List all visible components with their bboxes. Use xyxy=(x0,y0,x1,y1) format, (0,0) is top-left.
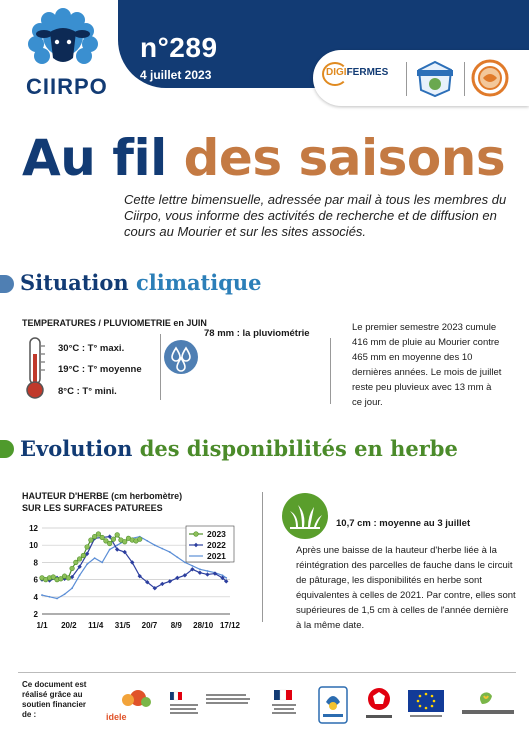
centre-val-de-loire-logo-icon xyxy=(318,686,348,724)
data-point-2021 xyxy=(94,557,96,559)
y-tick-label: 4 xyxy=(33,592,38,602)
temp-heading: TEMPERATURES / PLUVIOMETRIE en JUIN xyxy=(22,318,207,328)
data-point-2021 xyxy=(225,577,227,579)
chart-title-line1: HAUTEUR D'HERBE (cm herbomètre) xyxy=(22,491,183,501)
data-point-2023 xyxy=(111,537,116,542)
data-point-2023 xyxy=(77,557,82,562)
legend-label-2023: 2023 xyxy=(207,529,226,539)
chart-title-line2: SUR LES SURFACES PATUREES xyxy=(22,503,163,513)
grass-paragraph: Après une baisse de la hauteur d'herbe liée à la réintégration des parcelles de fauche dans le circuit de pâturage, les disponibilités en herbe sont équivalentes à celles de 2021. Par contre, elles sont supérieures de 1,5 cm à celles de l'année dernière à la même date. xyxy=(296,545,516,631)
section-title-herbe-part2: des disponibilités en herbe xyxy=(139,436,458,461)
x-tick-label: 17/12 xyxy=(219,621,241,630)
section-title-climat-part2: climatique xyxy=(135,270,262,295)
x-tick-label: 1/1 xyxy=(36,621,48,630)
data-point-2021 xyxy=(116,544,118,546)
digifermes-suffix: FERMES xyxy=(346,67,389,78)
x-tick-label: 8/9 xyxy=(170,621,182,630)
issue-date: 4 juillet 2023 xyxy=(140,68,212,82)
divider xyxy=(330,338,331,404)
data-point-2021 xyxy=(79,574,81,576)
y-tick-label: 12 xyxy=(29,524,38,533)
data-point-2023 xyxy=(74,560,79,565)
data-point-2021 xyxy=(64,593,66,595)
page-title xyxy=(22,128,505,188)
temp-max: 30°C : T° maxi. xyxy=(58,343,125,354)
data-point-2023 xyxy=(137,537,142,542)
data-point-2023 xyxy=(70,566,75,571)
digifermes-logo xyxy=(326,67,388,78)
grass-height-value: 10,7 cm : moyenne au 3 juillet xyxy=(336,518,471,529)
data-point-2023 xyxy=(66,576,71,581)
temp-min: 8°C : T° mini. xyxy=(58,386,117,397)
temp-avg: 19°C : T° moyenne xyxy=(58,364,142,375)
data-point-2021 xyxy=(146,540,148,542)
title-part2: des saisons xyxy=(183,129,506,187)
grass-height-chart xyxy=(20,522,242,640)
data-point-2021 xyxy=(49,596,51,598)
data-point-2023 xyxy=(122,539,127,544)
legend-label-2021: 2021 xyxy=(207,551,226,561)
partner-divider xyxy=(406,62,407,96)
climate-paragraph: Le premier semestre 2023 cumule 416 mm de pluie au Mourier contre 465 mm en moyenne des 10 dernières années. Le mois de juillet reste peu pluvieux avec 13 mm à ce jour. xyxy=(352,322,502,408)
y-tick-label: 2 xyxy=(33,610,38,619)
partner-badge-orange-icon xyxy=(470,58,510,98)
y-tick-label: 8 xyxy=(33,558,38,568)
thermometer-icon xyxy=(20,336,50,400)
pluviometry-value: 78 mm : la pluviométrie xyxy=(204,328,310,339)
x-tick-label: 11/4 xyxy=(88,621,104,630)
idele-logo-text: idele xyxy=(106,712,127,722)
title-part1: Au fil xyxy=(22,129,184,187)
section-title-herbe-part1: Evolution xyxy=(20,436,140,461)
divider xyxy=(160,334,161,400)
data-point-2023 xyxy=(96,532,101,537)
idele-logo-icon xyxy=(104,688,156,724)
data-point-2023 xyxy=(85,545,90,550)
data-point-2021 xyxy=(192,565,194,567)
data-point-2021 xyxy=(169,551,171,553)
footer-divider xyxy=(18,672,516,673)
data-point-2021 xyxy=(184,562,186,564)
rain-drops-icon xyxy=(164,340,198,374)
data-point-2021 xyxy=(161,548,163,550)
data-point-2022 xyxy=(198,571,202,575)
data-point-2021 xyxy=(109,549,111,551)
data-point-2023 xyxy=(115,533,120,538)
chart-title xyxy=(22,490,182,514)
section-title-herbe xyxy=(20,436,458,461)
legend-label-2022: 2022 xyxy=(207,540,226,550)
x-tick-label: 31/5 xyxy=(114,621,131,630)
divider xyxy=(262,492,263,622)
legend-marker-2023 xyxy=(194,532,199,537)
republique-francaise-logo-icon xyxy=(268,688,300,722)
data-point-2023 xyxy=(107,541,112,546)
x-tick-label: 28/10 xyxy=(193,621,214,630)
section-bullet-icon xyxy=(0,275,14,293)
ministere-logo-icon xyxy=(170,690,262,722)
eu-flag-logo-icon xyxy=(406,688,446,722)
section-title-climat xyxy=(20,270,262,295)
data-point-2021 xyxy=(101,562,103,564)
data-point-2023 xyxy=(100,535,105,540)
y-tick-label: 10 xyxy=(29,541,38,551)
grass-growth-icon xyxy=(282,493,328,539)
franceagrimer-logo-icon xyxy=(460,690,516,722)
x-tick-label: 20/2 xyxy=(61,621,77,630)
data-point-2021 xyxy=(199,568,201,570)
data-point-2023 xyxy=(89,538,94,543)
issue-number: n°289 xyxy=(140,32,218,63)
ciirpo-logo-text: CIIRPO xyxy=(26,74,108,99)
y-tick-label: 6 xyxy=(33,575,38,585)
partner-badge-blue-icon xyxy=(413,58,457,98)
data-point-2021 xyxy=(41,594,43,596)
data-point-2021 xyxy=(176,556,178,558)
data-point-2023 xyxy=(81,553,86,558)
digifermes-prefix: DIGI xyxy=(326,67,347,78)
partner-divider xyxy=(464,62,465,96)
intro-paragraph: Cette lettre bimensuelle, adressée par mail à tous les membres du Ciirpo, vous informe des activités de recherche et de diffusion en cours au Mourier et sur les sites associés. xyxy=(124,192,507,239)
section-title-climat-part1: Situation xyxy=(20,270,136,295)
data-point-2021 xyxy=(56,598,58,600)
funding-text: Ce document est réalisé grâce au soutien financier de : xyxy=(22,680,87,719)
data-point-2021 xyxy=(71,587,73,589)
data-point-2021 xyxy=(207,570,209,572)
data-point-2021 xyxy=(154,544,156,546)
data-point-2021 xyxy=(86,563,88,565)
section-bullet-icon xyxy=(0,440,14,458)
x-tick-label: 20/7 xyxy=(141,621,158,630)
data-point-2022 xyxy=(205,572,209,576)
nouvelle-aquitaine-logo-icon xyxy=(362,686,396,724)
